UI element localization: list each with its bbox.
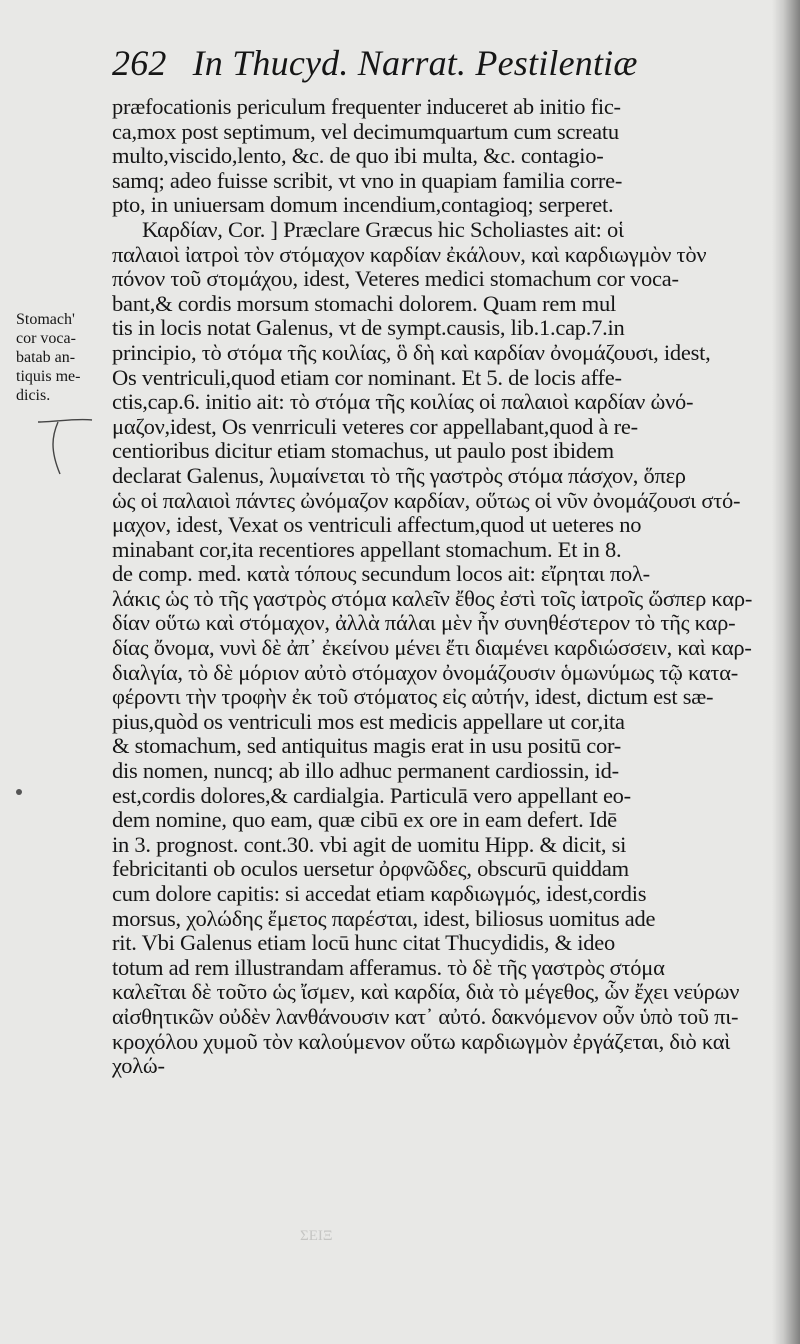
text-line: αἰσθητικῶν οὐδὲν λανθάνουσιν κατ᾽ αὐτό. δακνόμενον οὖν ὑπὸ τοῦ πι- bbox=[112, 1004, 739, 1029]
text-line: minabant cor,ita recentiores appellant stomachum. Et in 8. bbox=[112, 537, 622, 562]
text-line: dem nomine, quo eam, quæ cibū ex ore in eam defert. Idē bbox=[112, 808, 617, 833]
text-line: παλαιοὶ ἰατροὶ τὸν στόμαχον καρδίαν ἐκάλουν, καὶ καρδιωγμὸν τὸν bbox=[112, 242, 707, 267]
margin-note-line: cor voca- bbox=[16, 330, 76, 347]
text-line: rit. Vbi Galenus etiam locū hunc citat Thucydidis, & ideo bbox=[112, 931, 615, 956]
text-line: bant,& cordis morsum stomachi dolorem. Quam rem mul bbox=[112, 291, 617, 316]
margin-note bbox=[16, 310, 108, 430]
text-line: pius,quòd os ventriculi mos est medicis appellare ut cor,ita bbox=[112, 709, 625, 734]
margin-note-line: tiquis me- bbox=[16, 368, 81, 385]
text-line: μαχον, idest, Vexat os ventriculi affectum,quod ut ueteres no bbox=[112, 513, 642, 538]
running-header bbox=[112, 38, 792, 88]
text-line: μαζον,idest, Os venrriculi veteres cor appellabant,quod à re- bbox=[112, 414, 638, 439]
text-line: dis nomen, nuncq; ab illo adhuc permanent cardiossin, id- bbox=[112, 759, 619, 784]
text-line: totum ad rem illustrandam afferamus. τὸ δὲ τῆς γαστρὸς στόμα bbox=[112, 955, 665, 980]
bleed-through-text: ΣΕΙΞ bbox=[300, 1228, 333, 1244]
text-line: διαλγία, τὸ δὲ μόριον αὐτὸ στόμαχον ὀνομάζουσιν ὁμωνύμως τῷ κατα- bbox=[112, 660, 738, 685]
text-line: δίαν οὕτω καὶ στόμαχον, ἀλλὰ πάλαι μὲν ἦν συνηθέστερον τὸ τῆς καρ- bbox=[112, 611, 736, 636]
margin-note-line: Stomach' bbox=[16, 311, 75, 328]
text-line: est,cordis dolores,& cardialgia. Particulā vero appellant eo- bbox=[112, 783, 631, 808]
text-line: κροχόλου χυμοῦ τὸν καλούμενον οὕτω καρδιωγμὸν ἐργάζεται, διὸ καὶ bbox=[112, 1029, 731, 1054]
text-line: χολώ- bbox=[112, 1054, 165, 1079]
text-line: principio, τὸ στόμα τῆς κοιλίας, ὃ δὴ καὶ καρδίαν ὀνομάζουσι, idest, bbox=[112, 340, 711, 365]
text-line: φέροντι τὴν τροφὴν ἐκ τοῦ στόματος εἰς αὐτήν, idest, dictum est sæ- bbox=[112, 685, 714, 710]
body-text bbox=[112, 95, 772, 1245]
text-line: ca,mox post septimum, vel decimumquartum cum screatu bbox=[112, 119, 619, 144]
gutter-shadow bbox=[772, 0, 800, 1344]
text-line: δίας ὄνομα, νυνὶ δὲ ἀπ᾽ ἐκείνου μένει ἔτι διαμένει καρδιώσσειν, καὶ καρ- bbox=[112, 636, 752, 661]
page-number: 262 bbox=[112, 43, 167, 83]
text-line: pto, in uniuersam domum incendium,contagioq; serperet. bbox=[112, 193, 614, 218]
text-line: καλεῖται δὲ τοῦτο ὡς ἴσμεν, καὶ καρδία, διὰ τὸ μέγεθος, ὧν ἔχει νεύρων bbox=[112, 980, 740, 1005]
ink-spot bbox=[16, 789, 22, 795]
text-line: πόνον τοῦ στομάχου, idest, Veteres medici stomachum cor voca- bbox=[112, 267, 679, 292]
text-line: morsus, χολώδης ἔμετος παρέσται, idest, biliosus uomitus ade bbox=[112, 906, 656, 931]
text-line: ὡς οἱ παλαιοὶ πάντες ὠνόμαζον καρδίαν, οὕτως οἱ νῦν ὀνομάζουσι στό- bbox=[112, 488, 741, 513]
text-line: in 3. prognost. cont.30. vbi agit de uomitu Hipp. & dicit, si bbox=[112, 832, 627, 857]
text-line: præfocationis periculum frequenter induceret ab initio fic- bbox=[112, 95, 621, 119]
margin-note-line: dicis. bbox=[16, 387, 51, 404]
handwritten-bracket-mark bbox=[36, 418, 96, 478]
text-line: λάκις ὡς τὸ τῆς γαστρὸς στόμα καλεῖν ἔθος ἐστὶ τοῖς ἰατροῖς ὥσπερ καρ- bbox=[112, 586, 753, 611]
catchword bbox=[112, 1079, 772, 1104]
text-line: samq; adeo fuisse scribit, vt vno in quapiam familia corre- bbox=[112, 168, 623, 193]
text-line: Os ventriculi,quod etiam cor nominant. Et 5. de locis affe- bbox=[112, 365, 622, 390]
margin-note-line: batab an- bbox=[16, 349, 76, 366]
text-line: & stomachum, sed antiquitus magis erat in usu positū cor- bbox=[112, 734, 621, 759]
text-line: tis in locis notat Galenus, vt de sympt.causis, lib.1.cap.7.in bbox=[112, 316, 625, 341]
text-line: Καρδίαν, Cor. ] Præclare Græcus hic Scholiastes ait: οἱ bbox=[142, 217, 624, 242]
running-title: In Thucyd. Narrat. Pestilentiæ bbox=[192, 43, 638, 83]
text-line: de comp. med. κατὰ τόπους secundum locos ait: εἴρηται πολ- bbox=[112, 562, 650, 587]
text-line: multo,viscido,lento, &c. de quo ibi multa, &c. contagio- bbox=[112, 144, 604, 169]
text-line: centioribus dicitur etiam stomachus, ut paulo post ibidem bbox=[112, 439, 614, 464]
text-line: cum dolore capitis: si accedat etiam καρδιωγμός, idest,cordis bbox=[112, 882, 647, 906]
text-line: febricitanti ob oculos uersetur ὀρφνῶδες, obscurū quiddam bbox=[112, 857, 629, 882]
text-line: ctis,cap.6. initio ait: τὸ στόμα τῆς κοιλίας οἱ παλαιοὶ καρδίαν ὠνό- bbox=[112, 390, 694, 415]
text-line: declarat Galenus, λυμαίνεται τὸ τῆς γαστρὸς στόμα πάσχον, ὅπερ bbox=[112, 463, 686, 488]
